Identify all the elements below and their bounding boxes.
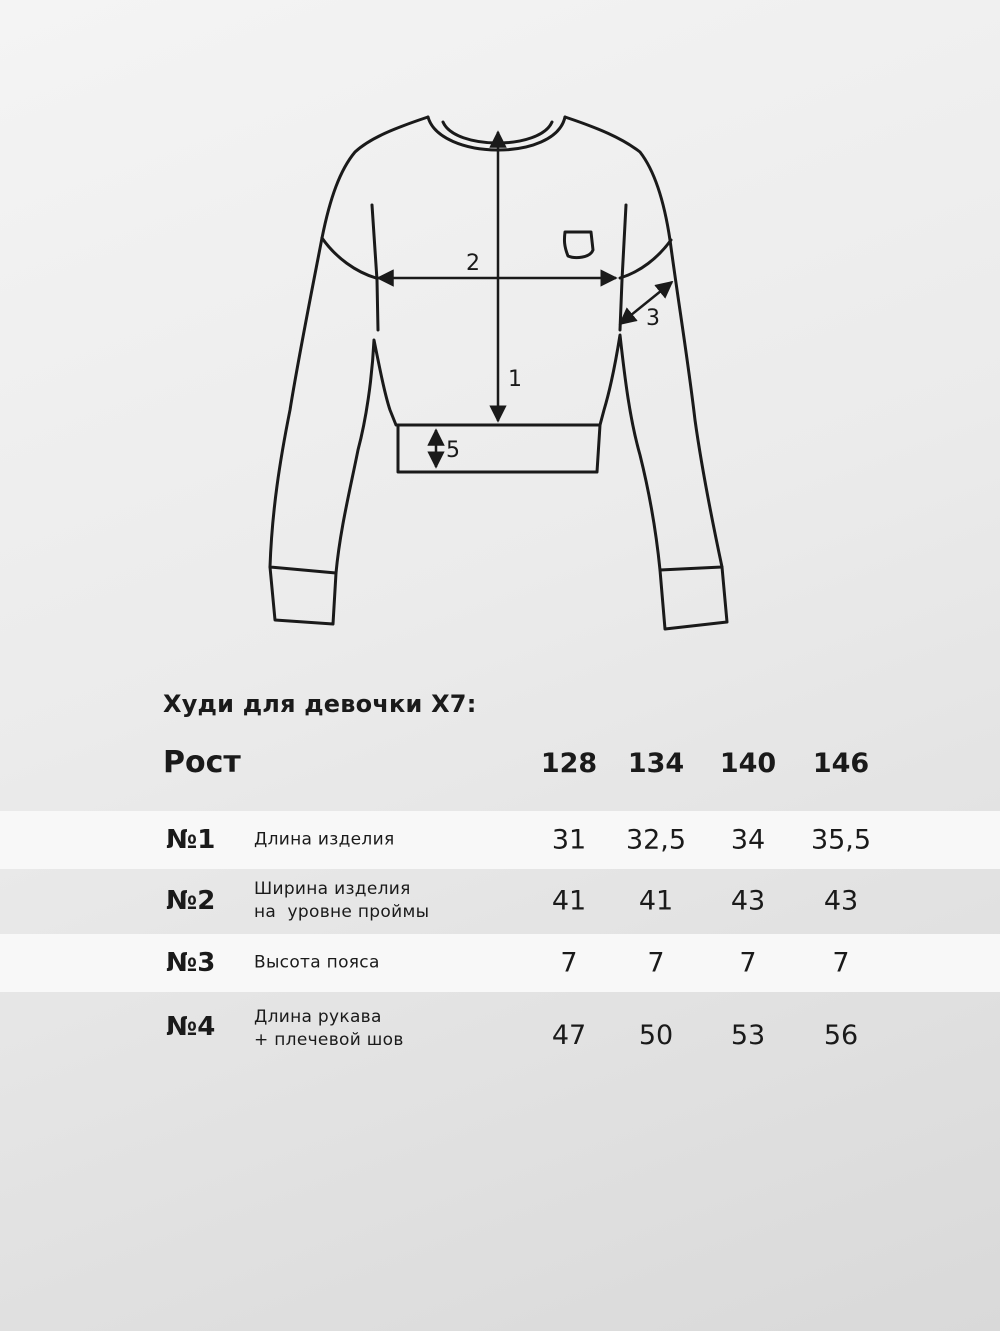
label-5: 5 <box>446 438 460 463</box>
size-header-row <box>0 742 1000 786</box>
row-description: Ширина изделия на уровне проймы <box>254 879 430 922</box>
table-cell: 41 <box>551 885 587 917</box>
row-number: №1 <box>166 825 216 855</box>
table-cell: 7 <box>560 947 578 979</box>
table-cell: 31 <box>551 824 587 856</box>
row-number: №4 <box>166 1012 216 1042</box>
table-row <box>0 872 1000 930</box>
height-label: Рост <box>163 745 241 780</box>
table-cell: 41 <box>638 885 674 917</box>
row-description: Высота пояса <box>254 952 380 973</box>
table-cell: 34 <box>730 824 766 856</box>
label-2: 2 <box>466 251 480 276</box>
table-cell: 35,5 <box>810 824 872 856</box>
table-cell: 56 <box>823 1020 859 1051</box>
table-cell: 50 <box>638 1020 674 1051</box>
size-146: 146 <box>812 748 870 779</box>
table-row <box>0 1000 1000 1058</box>
table-row <box>0 811 1000 869</box>
label-1: 1 <box>508 367 522 392</box>
table-cell: 32,5 <box>625 824 687 856</box>
table-cell: 53 <box>730 1020 766 1051</box>
label-3: 3 <box>646 306 660 331</box>
row-number: №2 <box>166 886 216 916</box>
table-cell: 7 <box>647 947 665 979</box>
row-description: Длина рукава + плечевой шов <box>254 1007 404 1050</box>
table-cell: 47 <box>551 1020 587 1051</box>
size-128: 128 <box>540 748 598 779</box>
size-134: 134 <box>627 748 685 779</box>
table-cell: 7 <box>832 947 850 979</box>
table-row <box>0 934 1000 992</box>
product-title: Худи для девочки Х7: <box>163 690 477 718</box>
table-cell: 43 <box>730 885 766 917</box>
size-140: 140 <box>719 748 777 779</box>
table-cell: 43 <box>823 885 859 917</box>
table-cell: 7 <box>739 947 757 979</box>
row-description: Длина изделия <box>254 829 395 850</box>
measurement-arrows <box>378 132 672 467</box>
row-number: №3 <box>166 948 216 978</box>
